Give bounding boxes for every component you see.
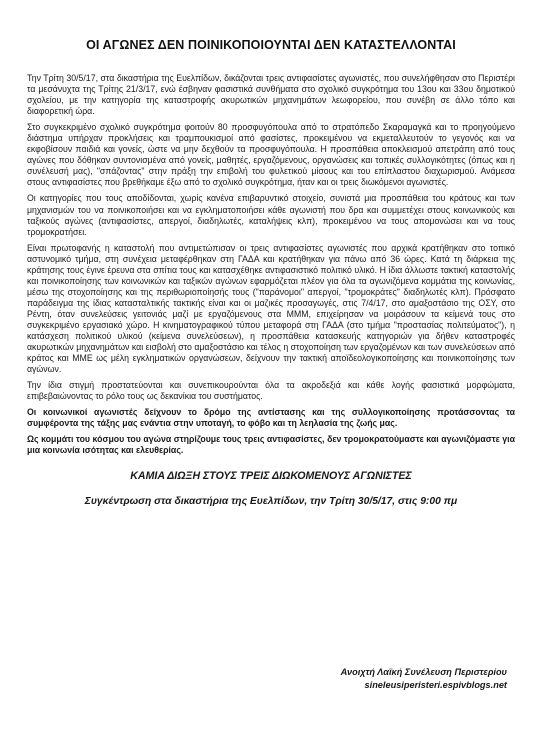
- slogan-heading: ΚΑΜΙΑ ΔΙΩΞΗ ΣΤΟΥΣ ΤΡΕΙΣ ΔΙΩΚΟΜΕΝΟΥΣ ΑΓΩΝΙΣΤΕΣ: [130, 469, 412, 482]
- page-title: ΟΙ ΑΓΩΝΕΣ ΔΕΝ ΠΟΙΝΙΚΟΠΟΙΟΥΝΤΑΙ ΔΕΝ ΚΑΤΑΣΤΕΛΛΟΝΤΑΙ: [86, 38, 456, 52]
- paragraph-intro: Την Τρίτη 30/5/17, στα δικαστήρια της Ευελπίδων, δικάζονται τρεις αντιφασίστες αγωνιστές, που συνελήφθησαν στο Περιστέρι τα μεσάνυχτα της Τρίτης 21/3/17, ενώ έσβηναν φασιστικά συνθήματα στο σχολικό συγκρότημα του 13ου και 33ου δημοτικού σχολείου, με την κατηγορία της καταστροφής ακυρωτικών μηχανημάτων λεωφορείου, που συνέβη σε άλλο τόπο και διαφορετική ώρα.: [27, 73, 515, 117]
- paragraph-repression: Είναι πρωτοφανής η καταστολή που αντιμετώπισαν οι τρεις αντιφασίστες αγωνιστές που αρχικά κρατήθηκαν στο τοπικό αστυνομικό τμήμα, στη συνέχεια μεταφέρθηκαν στη ΓΑΔΑ και κρατήθηκαν για πάνω από 36 ώρες. Κατά τη διάρκεια της κράτησης τους έγινε έρευνα στα σπίτια τους και κατασχέθηκε αντιφασιστικό πολιτικό υλικό. Η ίδια άλλωστε τακτική καταστολής και ποινικοποίησης των κοινωνικών και ταξικών αγώνων εφαρμόζεται πλέον για όλα τα αγωνιζόμενα κομμάτια της κοινωνίας, μέσω της στοχοποίησης και της περιθωριοποίησής τους ("παράνομοι" απεργοί, "τρομοκράτες" διαδηλωτές κλπ). Πρόσφατο παράδειγμα της ίδιας κατασταλτικής τακτικής είναι και οι μαζικές προσαγωγές, στις 7/4/17, στο αμαξοστάσιο της ΟΣΥ, στο Ρέντη, όταν συνελεύσεις γειτονιάς μαζί με εργαζόμενους στα ΜΜΜ, επιχείρησαν να μοιράσουν τα κείμενά τους στο συγκεκριμένο εργασιακό χώρο. Η κινηματογραφικού τύπου μεταφορά στη ΓΑΔΑ (στο τμήμα "προστασίας πολιτεύματος"), η κατάσχεση πολιτικού υλικού (κείμενα συνελεύσεων), η προσπάθεια κατασκευής κατηγοριών για δήθεν καταστροφές ακυρωτικών μηχανημάτων και εισβολή στο αμαξοστάσιο και τέλος η στοχοποίηση των εργαζομένων και των συνελεύσεων από κράτος και ΜΜΕ ως μέλη εγκληματικών οργανώσεων, δείχνουν την τακτική αποϊδεολογικοποίησης και ποινικοποίησης των αγώνων.: [27, 242, 515, 375]
- bold-paragraph-support: Ως κομμάτι του κόσμου του αγώνα στηρίζουμε τους τρεις αντιφασίστες, δεν τρομοκρατούμαστε και αγωνιζόμαστε για μια κοινωνία ισότητας και ελευθερίας.: [27, 434, 515, 456]
- paragraph-school: Στο συγκεκριμένο σχολικό συγκρότημα φοιτούν 80 προσφυγόπουλα από το στρατόπεδο Σκαραμαγκά και το προηγούμενο διάστημα υπήρχαν προκλήσεις και τραμπουκισμοί από φασίστες, προκειμένου να εκμεταλλευτούν το γεγονός και να εκφοβίσουν παιδιά και γονείς, ώστε να μην δεχθούν τα προσφυγόπουλα. Η προσπάθεια αποκλεισμού απετράπη από τους αγώνες που δόθηκαν συντονισμένα από γονείς, μαθητές, εργαζόμενους, οργανώσεις και τοπικές συλλογικότητες (όπως και η συνέλευσή μας), "σπάζοντας" στην πράξη την επιβολή του φυλετικού μίσους και του επίπλαστου διαχωρισμού. Ανάμεσα στους αντιφασίστες που βρεθήκαμε έξω από το σχολικό συγκρότημα, ήταν και οι τρεις διωκόμενοι αγωνιστές.: [27, 122, 515, 188]
- signature-name: Ανοιχτή Λαϊκή Συνέλευση Περιστερίου: [340, 667, 507, 677]
- bold-paragraph-resistance: Οι κοινωνικοί αγωνιστές δείχνουν το δρόμο της αντίστασης και της συλλογικοποίησης προτάσσοντας τα συμφέροντα της τάξης μας ενάντια στην υποταγή, το φόβο και τη λεηλασία της ζωής μας.: [27, 407, 515, 429]
- signature-website: sineleusiperisteri.espivblogs.net: [364, 680, 507, 690]
- rally-announcement: Συγκέντρωση στα δικαστήρια της Ευελπίδων, την Τρίτη 30/5/17, στις 9:00 πμ: [84, 495, 458, 507]
- paragraph-charges: Οι κατηγορίες που τους αποδίδονται, χωρίς κανένα επιβαρυντικό στοιχείο, συνιστά μια προσπάθεια του κράτους και των μηχανισμών του να ποινικοποιήσει και να εγκληματοποιήσει κάθε αγωνιστή που δρα και συμμετέχει στους κοινωνικούς και ταξικούς αγώνες (αντιφασίστες, απεργοί, διαδηλωτές, καταλήψεις κλπ), προκειμένου να τους απομονώσει και να τους τρομοκρατήσει.: [27, 193, 515, 237]
- paragraph-fascists: Την ίδια στιγμή προστατεύονται και συνεπικουρούνται όλα τα ακροδεξιά και κάθε λογής φασιστικά μορφώματα, επιβεβαιώνοντας το ρόλο τους ως δεκανίκια του συστήματος.: [27, 380, 515, 402]
- signature-block: [341, 666, 507, 692]
